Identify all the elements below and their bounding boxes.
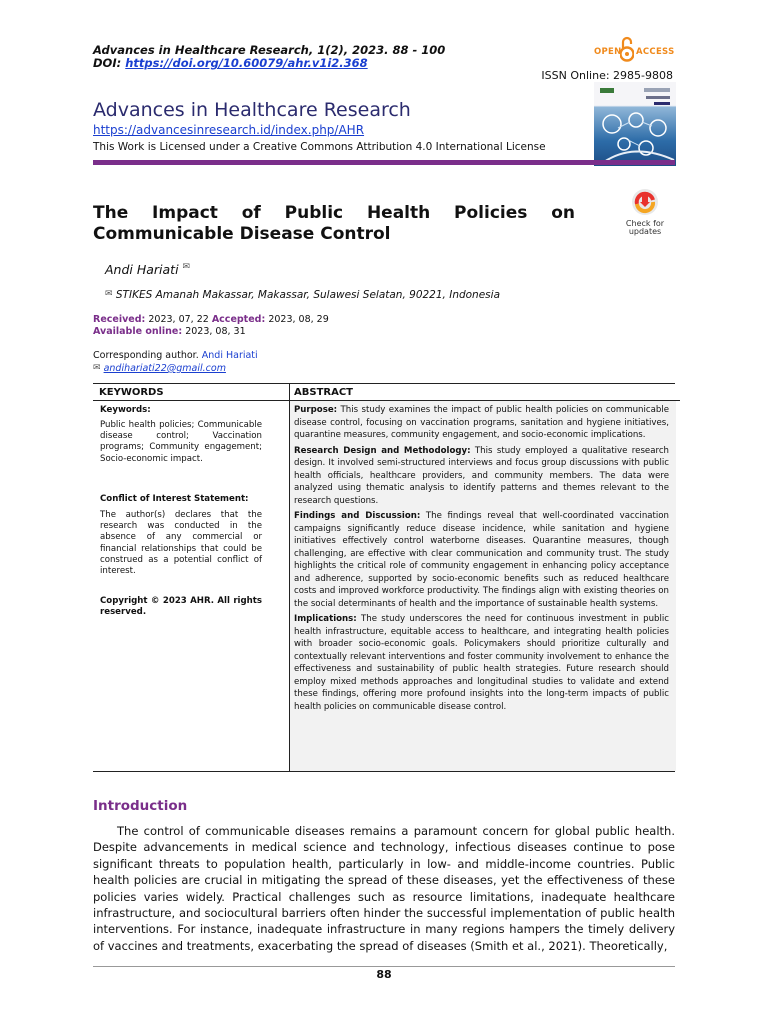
corr-name-link[interactable]: Andi Hariati	[201, 350, 258, 361]
implications-text: The study underscores the need for continuous investment in public health infrastructure, equitable access to healthcare, and integrating health policies with broader socio-economic goals. Policymakers should prioritize culturally and contextually relevant interventions and foster community involvement to enhance the effectiveness and sustainability of public health strategies. Future research should employ mixed methods approaches and longitudinal studies to validate and extend these findings, offering more profound insights into the long-term impacts of public health policies on communicable disease control.	[294, 614, 669, 712]
implications-label: Implications:	[294, 614, 357, 624]
corr-label: Corresponding author.	[93, 350, 199, 361]
footer-divider	[93, 966, 675, 967]
affiliation-line	[105, 289, 500, 301]
check-updates-line2: updates	[628, 227, 662, 236]
corresponding-author	[93, 349, 258, 375]
doi-label: DOI:	[93, 56, 126, 70]
design-text: This study employed a qualitative research design. It involved semi-structured interviews and focus group discussions with public health officials, healthcare providers, and community members. The data were analyzed using thematic analysis to identify patterns and themes relevant to the research questions.	[294, 445, 669, 506]
running-citation: Advances in Healthcare Research, 1(2), 2023. 88 - 100	[93, 43, 446, 57]
article-dates	[93, 314, 329, 338]
check-updates-icon	[631, 188, 659, 216]
abstract-purpose	[294, 404, 669, 442]
check-updates-line1: Check for	[625, 219, 665, 228]
mail-icon: ✉	[182, 262, 191, 272]
corr-email-link[interactable]: andihariati22@gmail.com	[103, 363, 226, 374]
issn: ISSN Online: 2985-9808	[541, 69, 673, 82]
coi-text: The author(s) declares that the research was conducted in the absence of any commercial or financial relationships that could be construed as a potential conflict of interest.	[100, 510, 262, 577]
received-date: 2023, 07, 22	[148, 314, 209, 325]
mail-icon: ✉	[105, 289, 113, 299]
abstract-header: ABSTRACT	[289, 384, 680, 401]
online-date: 2023, 08, 31	[185, 326, 246, 337]
abstract-implications	[294, 613, 669, 713]
author-line	[105, 262, 190, 277]
purpose-label: Purpose:	[294, 405, 338, 415]
check-for-updates-badge[interactable]	[620, 188, 670, 236]
findings-text: The findings reveal that well-coordinated vaccination campaigns significantly reduce disease incidence, while sanitation and hygiene initiatives effectively control waterborne diseases. Quarantine measures, though challenging, are effective with clear communication and community trust. The study highlights the critical role of community engagement in enhancing policy acceptance and adherence, supported by socio-economic benefits such as reduced healthcare costs and improved workforce productivity. The findings align with existing theories on the social determinants of health and the importance of sustainable health systems.	[294, 511, 669, 609]
doi-line	[93, 56, 368, 70]
accepted-label: Accepted:	[211, 314, 266, 325]
abstract-design	[294, 445, 669, 508]
purpose-text: This study examines the impact of public health policies on communicable disease control, focusing on vaccination programs, sanitation and hygiene initiatives, quarantine measures, community engagement, and socio-economic implications.	[294, 405, 669, 440]
coi-label: Conflict of Interest Statement:	[100, 494, 249, 504]
abstract-column	[289, 401, 676, 771]
journal-cover-image	[594, 82, 676, 166]
accepted-date: 2023, 08, 29	[268, 314, 329, 325]
copyright: Copyright © 2023 AHR. All rights reserved.	[100, 596, 262, 618]
journal-url-link[interactable]: https://advancesinresearch.id/index.php/AHR	[93, 123, 365, 137]
keywords-header: KEYWORDS	[93, 384, 289, 401]
introduction-body: The control of communicable diseases remains a paramount concern for global public health. Despite advancements in medical science and technology, infectious diseases continue to pose significant threats to population health, particularly in low- and middle-income countries. Public health policies are crucial in mitigating the spread of these diseases, yet the effectiveness of these policies varies widely. Practical challenges such as resource limitations, inadequate healthcare infrastructure, and sociocultural barriers often hinder the successful implementation of public health interventions. For instance, inadequate infrastructure in many regions hampers the timely delivery of vaccines and treatments, exacerbating the spread of diseases (Smith et al., 2021). Theoretically,	[93, 824, 675, 953]
keywords-text: Public health policies; Communicable disease control; Vaccination programs; Community engagement; Socio-economic impact.	[100, 420, 262, 464]
page-number: 88	[376, 968, 392, 981]
affiliation: STIKES Amanah Makassar, Makassar, Sulawesi Selatan, 90221, Indonesia	[115, 289, 500, 301]
received-label: Received:	[93, 314, 146, 325]
online-label: Available online:	[93, 326, 183, 337]
keywords-label: Keywords:	[100, 405, 151, 415]
abstract-body	[294, 404, 669, 716]
open-access-logo	[594, 36, 674, 64]
open-lock-icon	[620, 36, 634, 63]
keywords-abstract-table	[93, 383, 675, 772]
doi-link[interactable]: https://doi.org/10.60079/ahr.v1i2.368	[125, 56, 368, 70]
keywords-column	[93, 401, 289, 771]
author-name: Andi Hariati	[105, 262, 179, 277]
open-access-right: ACCESS	[636, 47, 675, 57]
header-divider	[93, 160, 675, 165]
open-access-left: OPEN	[594, 47, 622, 57]
abstract-findings	[294, 510, 669, 610]
findings-label: Findings and Discussion:	[294, 511, 421, 521]
mail-icon: ✉	[93, 363, 101, 373]
license-text: This Work is Licensed under a Creative Commons Attribution 4.0 International License	[93, 141, 546, 153]
paper-title: The Impact of Public Health Policies on Communicable Disease Control	[93, 203, 575, 244]
journal-title: Advances in Healthcare Research	[93, 99, 411, 121]
design-label: Research Design and Methodology:	[294, 445, 471, 456]
introduction-heading: Introduction	[93, 798, 188, 814]
